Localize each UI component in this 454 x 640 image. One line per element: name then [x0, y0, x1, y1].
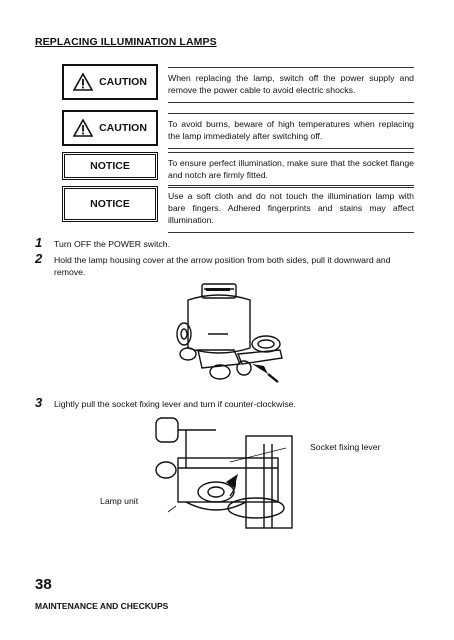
step-text-3: Lightly pull the socket fixing lever and turn if counter-clockwise. [54, 399, 296, 409]
step-text-2: Hold the lamp housing cover at the arrow position from both sides, pull it downward and remove. [54, 255, 391, 277]
section-title: REPLACING ILLUMINATION LAMPS [35, 36, 217, 48]
warning-triangle-icon [73, 73, 93, 91]
step-text-1: Turn OFF the POWER switch. [54, 239, 171, 249]
page-number: 38 [35, 576, 52, 593]
caution-label-text-1: CAUTION [99, 76, 147, 88]
socket-fixing-lever-callout: Socket fixing lever [310, 442, 381, 452]
step-number-3: 3 [35, 395, 43, 410]
step-number-1: 1 [35, 235, 43, 250]
notice-text-2: To avoid burns, beware of high temperatures when replacing the lamp immediately after switching off. [168, 113, 414, 149]
step-number-2: 2 [35, 251, 43, 266]
notice-text-3: To ensure perfect illumination, make sure that the socket flange and notch are firmly fitted. [168, 152, 414, 188]
notice-label-4 [62, 186, 158, 222]
notice-label-3 [62, 152, 158, 180]
notice-text-1: When replacing the lamp, switch off the power supply and remove the power cable to avoid electric shocks. [168, 67, 414, 103]
socket-lever-illustration [146, 408, 314, 532]
footer-chapter-title: MAINTENANCE AND CHECKUPS [35, 601, 169, 611]
caution-label-2 [62, 110, 158, 146]
notice-label-text-3: NOTICE [90, 160, 130, 172]
warning-triangle-icon [73, 119, 93, 137]
lamp-housing-illustration [168, 278, 288, 390]
lamp-unit-callout: Lamp unit [100, 496, 139, 506]
caution-label-1 [62, 64, 158, 100]
notice-text-4: Use a soft cloth and do not touch the illumination lamp with bare fingers. Adhered fingerprints and stains may affect illumination. [168, 185, 414, 233]
notice-label-text-4: NOTICE [90, 198, 130, 210]
caution-label-text-2: CAUTION [99, 122, 147, 134]
